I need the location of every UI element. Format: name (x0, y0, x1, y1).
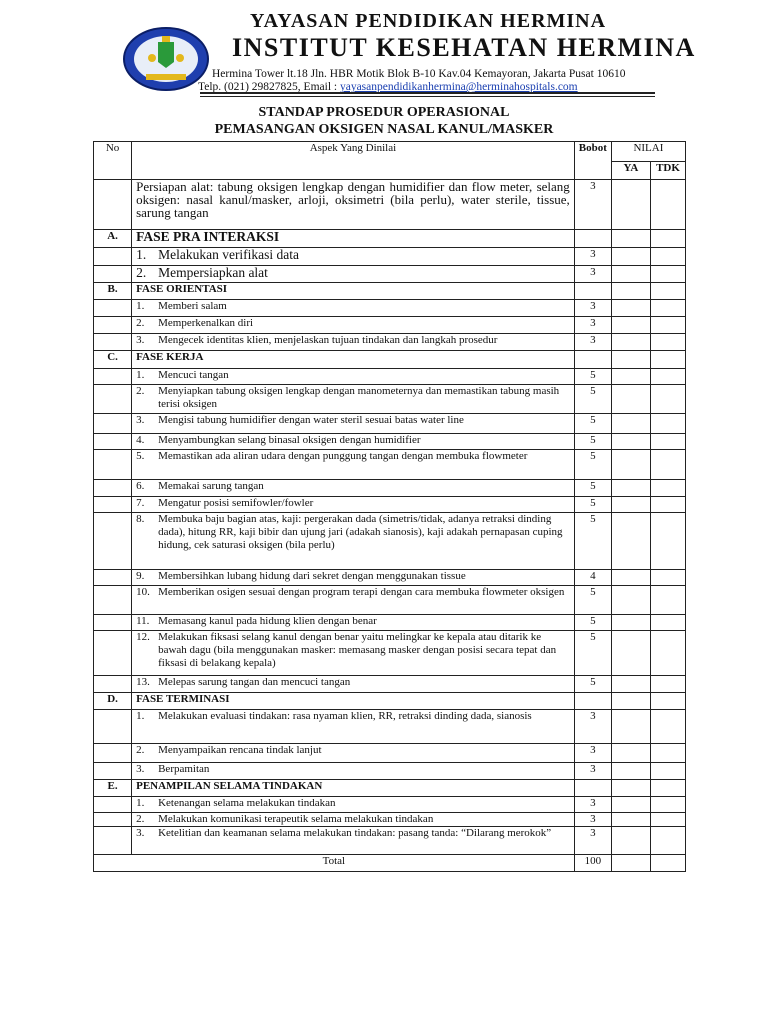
criteria-text: Menyambungkan selang binasal oksigen dengan humidifier (158, 434, 421, 446)
bobot-value: 3 (574, 744, 611, 763)
criteria-text: Melakukan fiksasi selang kanul dengan benar yaitu melingkar ke kepala atau ditarik ke bawah dagu (bila menggunakan masker: memasang masker dengan posisi secara tepat dan fiksasi di belakang kepala) (158, 631, 557, 669)
criteria-number: 3. (136, 334, 145, 346)
criteria-text: Memakai sarung tangan (158, 480, 264, 492)
criteria-cell (132, 266, 575, 283)
section-title: FASE ORIENTASI (132, 283, 575, 300)
criteria-text: Ketenangan selama melakukan tindakan (158, 797, 336, 809)
tdk-checkbox-cell[interactable] (650, 513, 685, 570)
criteria-row (94, 586, 686, 615)
bobot-value: 3 (574, 763, 611, 780)
address: Hermina Tower lt.18 Jln. HBR Motik Blok B-10 Kav.04 Kemayoran, Jakarta Pusat 10610 (212, 68, 626, 80)
ya-checkbox-cell[interactable] (611, 450, 650, 480)
bobot-value: 5 (574, 450, 611, 480)
title-line-2: PEMASANGAN OKSIGEN NASAL KANUL/MASKER (214, 122, 554, 137)
criteria-cell (132, 676, 575, 693)
criteria-text: Membersihkan lubang hidung dari sekret dengan menggunakan tissue (158, 570, 466, 582)
ya-checkbox-cell[interactable] (611, 180, 650, 230)
section-title: FASE KERJA (132, 351, 575, 369)
criteria-text: Mencuci tangan (158, 369, 229, 381)
criteria-cell (132, 513, 575, 570)
header-bobot: Bobot (574, 142, 611, 180)
criteria-number: 1. (136, 369, 145, 381)
criteria-row (94, 497, 686, 513)
tdk-checkbox-cell[interactable] (650, 797, 685, 813)
header-aspek: Aspek Yang Dinilai (132, 142, 575, 180)
tdk-checkbox-cell[interactable] (650, 480, 685, 497)
ya-checkbox-cell[interactable] (611, 480, 650, 497)
criteria-cell (132, 480, 575, 497)
criteria-text: Melakukan evaluasi tindakan: rasa nyaman klien, RR, retraksi dinding dada, sianosis (158, 710, 532, 722)
criteria-number: 3. (136, 827, 145, 839)
section-no: D. (94, 693, 132, 710)
ya-checkbox-cell[interactable] (611, 414, 650, 434)
tdk-checkbox-cell[interactable] (650, 676, 685, 693)
ya-checkbox-cell[interactable] (611, 676, 650, 693)
criteria-row (94, 813, 686, 827)
tdk-checkbox-cell[interactable] (650, 266, 685, 283)
tdk-checkbox-cell[interactable] (650, 414, 685, 434)
section-row-c (94, 351, 686, 369)
criteria-row (94, 631, 686, 676)
criteria-row (94, 763, 686, 780)
criteria-text: Mengatur posisi semifowler/fowler (158, 497, 314, 509)
criteria-row (94, 615, 686, 631)
prep-row (94, 180, 686, 230)
bobot-value: 4 (574, 570, 611, 586)
bobot-value: 3 (574, 248, 611, 266)
criteria-row (94, 385, 686, 414)
criteria-row (94, 248, 686, 266)
criteria-number: 1. (136, 300, 145, 312)
ya-checkbox-cell[interactable] (611, 248, 650, 266)
ya-checkbox-cell[interactable] (611, 813, 650, 827)
ya-checkbox-cell[interactable] (611, 497, 650, 513)
total-bobot: 100 (574, 855, 611, 872)
criteria-text: Memberikan osigen sesuai dengan program terapi dengan cara membuka flowmeter oksigen (158, 586, 565, 598)
criteria-cell (132, 631, 575, 676)
institution-name: INSTITUT KESEHATAN HERMINA (232, 33, 696, 62)
bobot-value: 3 (574, 797, 611, 813)
tdk-checkbox-cell[interactable] (650, 710, 685, 744)
bobot-value: 5 (574, 586, 611, 615)
section-row-e (94, 780, 686, 797)
criteria-row (94, 827, 686, 855)
criteria-number: 4. (136, 434, 145, 446)
criteria-row (94, 300, 686, 317)
criteria-cell (132, 615, 575, 631)
tdk-checkbox-cell[interactable] (650, 317, 685, 334)
bobot-value: 5 (574, 513, 611, 570)
bobot-value: 5 (574, 615, 611, 631)
criteria-cell (132, 434, 575, 450)
ya-checkbox-cell[interactable] (611, 827, 650, 855)
foundation-name: YAYASAN PENDIDIKAN HERMINA (250, 10, 607, 32)
ya-checkbox-cell[interactable] (611, 369, 650, 385)
criteria-cell (132, 570, 575, 586)
table-header-row (94, 142, 686, 162)
criteria-text: Menyampaikan rencana tindak lanjut (158, 744, 322, 756)
header-divider-thin (200, 96, 655, 97)
institution-logo-icon (122, 26, 210, 92)
ya-checkbox-cell[interactable] (611, 385, 650, 414)
document-title (0, 104, 768, 138)
bobot-value: 3 (574, 813, 611, 827)
criteria-text: Memastikan ada aliran udara dengan punggung tangan dengan membuka flowmeter (158, 450, 528, 462)
section-no: E. (94, 780, 132, 797)
section-title: FASE PRA INTERAKSI (132, 230, 575, 248)
criteria-number: 1. (136, 797, 145, 809)
bobot-value: 3 (574, 266, 611, 283)
criteria-row (94, 797, 686, 813)
criteria-row (94, 414, 686, 434)
criteria-text: Memasang kanul pada hidung klien dengan benar (158, 615, 377, 627)
criteria-cell (132, 450, 575, 480)
criteria-text: Memperkenalkan diri (158, 317, 254, 329)
criteria-row (94, 369, 686, 385)
criteria-cell (132, 248, 575, 266)
assessment-table (93, 141, 686, 872)
section-title: PENAMPILAN SELAMA TINDAKAN (132, 780, 575, 797)
bobot-value: 5 (574, 497, 611, 513)
criteria-number: 7. (136, 497, 145, 509)
criteria-row (94, 570, 686, 586)
criteria-text: Mengecek identitas klien, menjelaskan tujuan tindakan dan langkah prosedur (158, 334, 498, 346)
ya-checkbox-cell[interactable] (611, 266, 650, 283)
bobot-value: 5 (574, 631, 611, 676)
criteria-row (94, 710, 686, 744)
ya-checkbox-cell[interactable] (611, 631, 650, 676)
bobot-value: 3 (574, 180, 611, 230)
criteria-row (94, 450, 686, 480)
criteria-cell (132, 300, 575, 317)
criteria-cell (132, 369, 575, 385)
criteria-number: 2. (136, 813, 145, 825)
criteria-cell (132, 744, 575, 763)
email-link[interactable]: yayasanpendidikanhermina@herminahospitals.com (339, 81, 578, 93)
prep-text: Persiapan alat: tabung oksigen lengkap dengan humidifier dan flow meter, selang oksigen: nasal kanul/masker, arloji, oksimetri (bila perlu), water sterile, tissue, sarung tangan (132, 180, 575, 230)
criteria-cell (132, 317, 575, 334)
tdk-checkbox-cell[interactable] (650, 300, 685, 317)
criteria-text: Berpamitan (158, 763, 210, 775)
criteria-text: Ketelitian dan keamanan selama melakukan tindakan: pasang tanda: “Dilarang merokok” (158, 827, 552, 839)
bobot-value: 3 (574, 317, 611, 334)
criteria-number: 2. (136, 385, 145, 397)
ya-checkbox-cell[interactable] (611, 744, 650, 763)
criteria-cell (132, 797, 575, 813)
tdk-checkbox-cell[interactable] (650, 385, 685, 414)
header-ya: YA (611, 162, 650, 180)
criteria-text: Memberi salam (158, 300, 227, 312)
section-no: B. (94, 283, 132, 300)
ya-checkbox-cell[interactable] (611, 586, 650, 615)
header-nilai: NILAI (611, 142, 685, 162)
criteria-cell (132, 334, 575, 351)
criteria-number: 9. (136, 570, 145, 582)
bobot-value: 3 (574, 300, 611, 317)
tdk-checkbox-cell[interactable] (650, 334, 685, 351)
tdk-checkbox-cell[interactable] (650, 615, 685, 631)
section-row-b (94, 283, 686, 300)
tdk-checkbox-cell[interactable] (650, 248, 685, 266)
ya-checkbox-cell[interactable] (611, 300, 650, 317)
bobot-value: 5 (574, 369, 611, 385)
ya-checkbox-cell[interactable] (611, 334, 650, 351)
section-row-a (94, 230, 686, 248)
criteria-row (94, 744, 686, 763)
telp-text: Telp. (021) 29827825, Email : (198, 81, 340, 93)
header-no: No (94, 142, 132, 180)
section-row-d (94, 693, 686, 710)
criteria-cell (132, 813, 575, 827)
letterhead (120, 8, 696, 98)
tdk-checkbox-cell[interactable] (650, 813, 685, 827)
total-row (94, 855, 686, 872)
tdk-checkbox-cell[interactable] (650, 369, 685, 385)
ya-checkbox-cell[interactable] (611, 434, 650, 450)
header-tdk: TDK (650, 162, 685, 180)
criteria-text: Menyiapkan tabung oksigen lengkap dengan manometernya dan memastikan tabung masih terisi oksigen (158, 385, 560, 410)
ya-checkbox-cell[interactable] (611, 797, 650, 813)
tdk-checkbox-cell[interactable] (650, 744, 685, 763)
bobot-value: 5 (574, 434, 611, 450)
criteria-number: 13. (136, 676, 150, 688)
tdk-checkbox-cell[interactable] (650, 180, 685, 230)
tdk-checkbox-cell[interactable] (650, 450, 685, 480)
bobot-value: 3 (574, 710, 611, 744)
criteria-text: Membuka baju bagian atas, kaji: pergerakan dada (simetris/tidak, adanya retraksi dinding dada), hitung RR, kaji bibir dan ujung jari (adakah sianosis), kaji adakah pernapasan cuping hidung, cek saturasi oksigen (bila perlu) (158, 513, 563, 551)
criteria-text: Mengisi tabung humidifier dengan water steril sesuai batas water line (158, 414, 464, 426)
criteria-cell (132, 385, 575, 414)
criteria-cell (132, 710, 575, 744)
tdk-checkbox-cell[interactable] (650, 586, 685, 615)
criteria-number: 6. (136, 480, 145, 492)
criteria-text: Melakukan komunikasi terapeutik selama melakukan tindakan (158, 813, 434, 825)
criteria-text: Melakukan verifikasi data (158, 247, 300, 262)
ya-checkbox-cell[interactable] (611, 615, 650, 631)
criteria-row (94, 676, 686, 693)
criteria-row (94, 513, 686, 570)
criteria-cell (132, 763, 575, 780)
criteria-row (94, 334, 686, 351)
criteria-number: 3. (136, 414, 145, 426)
ya-checkbox-cell[interactable] (611, 317, 650, 334)
criteria-number: 11. (136, 615, 150, 627)
total-label: Total (94, 855, 575, 872)
criteria-row (94, 266, 686, 283)
criteria-row (94, 317, 686, 334)
title-line-1: STANDAP PROSEDUR OPERASIONAL (258, 105, 510, 120)
bobot-value: 3 (574, 827, 611, 855)
tdk-checkbox-cell[interactable] (650, 763, 685, 780)
tdk-checkbox-cell[interactable] (650, 570, 685, 586)
section-no: A. (94, 230, 132, 248)
bobot-value: 5 (574, 676, 611, 693)
tdk-checkbox-cell[interactable] (650, 497, 685, 513)
section-title: FASE TERMINASI (132, 693, 575, 710)
bobot-value: 5 (574, 385, 611, 414)
criteria-row (94, 434, 686, 450)
header-divider (200, 92, 655, 94)
criteria-cell (132, 586, 575, 615)
criteria-number: 8. (136, 513, 145, 525)
ya-checkbox-cell[interactable] (611, 763, 650, 780)
criteria-number: 5. (136, 450, 145, 462)
bobot-value: 3 (574, 334, 611, 351)
criteria-number: 2. (136, 265, 147, 280)
criteria-cell (132, 414, 575, 434)
criteria-number: 2. (136, 317, 145, 329)
ya-checkbox-cell[interactable] (611, 710, 650, 744)
criteria-number: 10. (136, 586, 150, 598)
ya-checkbox-cell[interactable] (611, 570, 650, 586)
criteria-number: 2. (136, 744, 145, 756)
criteria-number: 1. (136, 710, 145, 722)
criteria-number: 12. (136, 631, 150, 643)
bobot-value: 5 (574, 480, 611, 497)
criteria-cell (132, 497, 575, 513)
bobot-value: 5 (574, 414, 611, 434)
criteria-number: 1. (136, 247, 147, 262)
criteria-number: 3. (136, 763, 145, 775)
ya-checkbox-cell[interactable] (611, 513, 650, 570)
criteria-text: Melepas sarung tangan dan mencuci tangan (158, 676, 351, 688)
tdk-checkbox-cell[interactable] (650, 631, 685, 676)
criteria-text: Mempersiapkan alat (158, 265, 268, 280)
tdk-checkbox-cell[interactable] (650, 434, 685, 450)
criteria-row (94, 480, 686, 497)
section-no: C. (94, 351, 132, 369)
tdk-checkbox-cell[interactable] (650, 827, 685, 855)
criteria-cell (132, 827, 575, 855)
